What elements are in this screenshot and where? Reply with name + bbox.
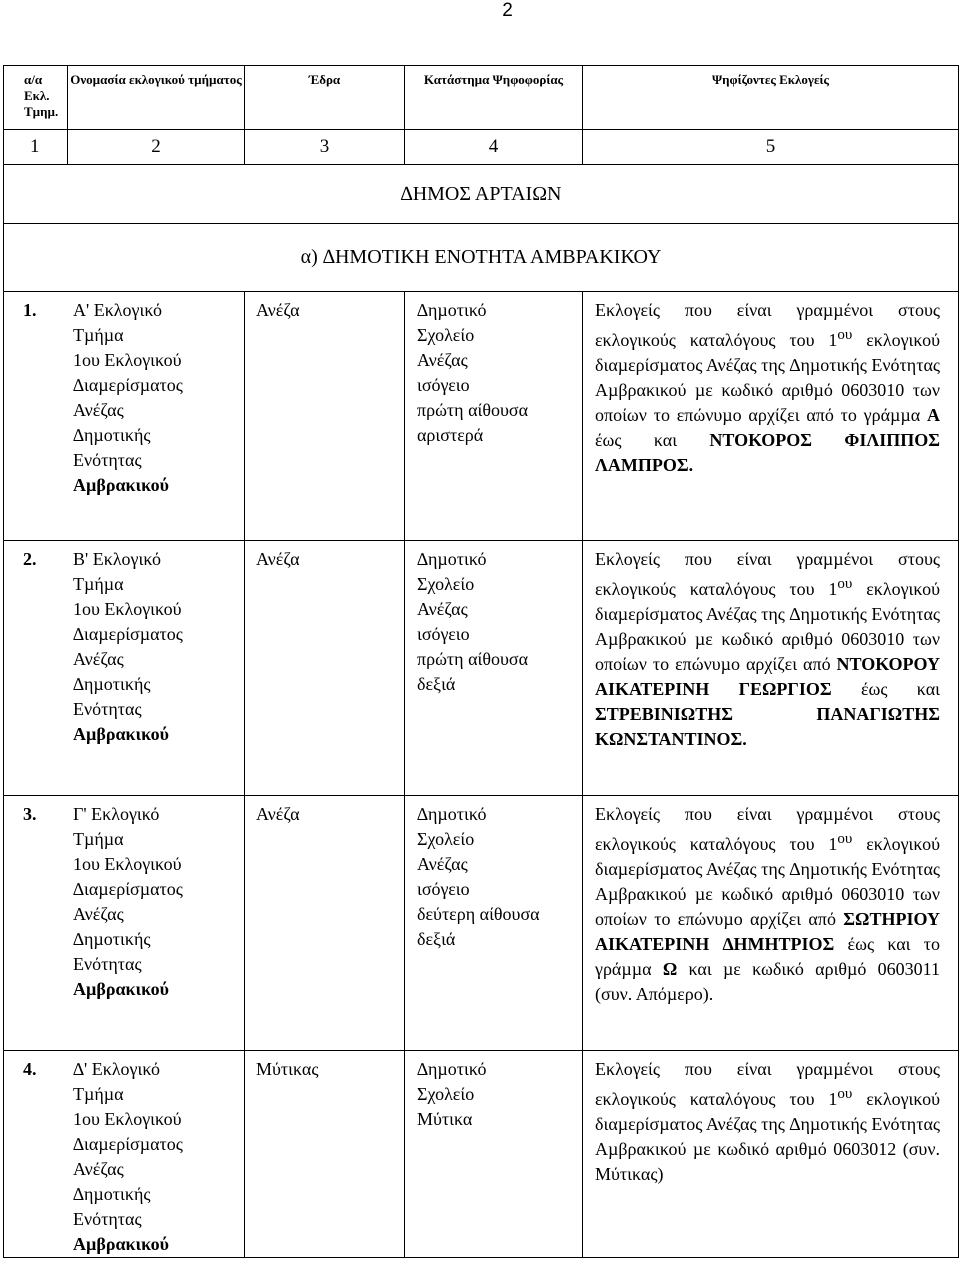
municipality-title: ∆ΗΜΟΣ ΑΡΤΑΙΩΝ (4, 165, 959, 224)
column-number: 1 (4, 130, 68, 165)
section-number: 3. (23, 804, 37, 824)
column-number: 3 (245, 130, 405, 165)
voters-text: Εκλογείς που είναι γραµµένοι στους εκλογικούς καταλόγους του 1 (595, 804, 940, 854)
voters-text: Εκλογείς που είναι γραµµένοι στους εκλογικούς καταλόγους του 1 (595, 549, 940, 599)
voters-cell (583, 796, 959, 1051)
section-number: 2. (23, 549, 37, 569)
section-name: Γ' Εκλογικό Τµήµα 1ου Εκλογικού ∆ιαµερίσµατος Ανέζας ∆ηµοτικής Ενότητας (73, 804, 183, 974)
table-header (4, 66, 959, 130)
section-name-bold: Αµβρακικού (73, 724, 169, 744)
voters-superscript: ου (837, 327, 853, 343)
header-voting-venue: Κατάστηµα Ψηφοφορίας (405, 66, 583, 130)
page-number: 2 (502, 0, 513, 21)
section-name-cell (4, 1051, 245, 1258)
voters-superscript: ου (837, 576, 853, 592)
seat: Ανέζα (256, 300, 300, 320)
venue-cell (405, 541, 583, 796)
municipality-row (4, 165, 959, 224)
section-name-bold: Αµβρακικού (73, 475, 169, 495)
voters-text: έως και (595, 430, 710, 450)
header-section-name: Ονοµασία εκλογικού τµήµατος (68, 66, 245, 130)
seat: Ανέζα (256, 549, 300, 569)
venue-cell (405, 292, 583, 541)
section-name: Α' Εκλογικό Τµήµα 1ου Εκλογικού ∆ιαµερίσµατος Ανέζας ∆ηµοτικής Ενότητας (73, 300, 183, 470)
polling-stations-table (3, 65, 959, 1258)
voting-venue: ∆ηµοτικό Σχολείο Ανέζας ισόγειο πρώτη αίθουσα δεξιά (417, 549, 529, 694)
seat-cell (245, 292, 405, 541)
voters-superscript: ου (837, 1086, 853, 1102)
voters-text: εκλογικού διαµερίσµατος Ανέζας της ∆ηµοτικής Ενότητας Αµβρακικού µε κωδικό αριθµό 0603010 των οποίων το επώνυµο αρχίζει από (595, 579, 940, 674)
voters-bold: ΝΤΟΚΟΡΟΥ ΑΙΚΑΤΕΡΙΝΗ ΓΕΩΡΓΙΟΣ (595, 654, 940, 699)
unit-row (4, 224, 959, 292)
venue-cell (405, 1051, 583, 1258)
voters-description (583, 541, 958, 758)
voters-description (583, 292, 958, 484)
seat: Μύτικας (256, 1059, 319, 1079)
voters-description (583, 796, 958, 1013)
voting-venue: ∆ηµοτικό Σχολείο Ανέζας ισόγειο δεύτερη αίθουσα δεξιά (417, 804, 540, 949)
voters-text: έως και το γράµµα (595, 934, 940, 979)
voters-text: εκλογικού διαµερίσµατος Ανέζας της ∆ηµοτικής Ενότητας Αµβρακικού µε κωδικό αριθµό 0603010 των οποίων το επώνυµο αρχίζει από το γράµµα (595, 330, 940, 425)
header-voters: Ψηφίζοντες Εκλογείς (583, 66, 959, 130)
voters-bold: Α (927, 405, 940, 425)
section-number: 4. (23, 1059, 37, 1079)
section-name-bold: Αµβρακικού (73, 979, 169, 999)
voters-cell (583, 541, 959, 796)
voters-text: και µε κωδικό αριθµό 0603011 (συν. Απόµερο). (595, 959, 940, 1004)
voting-venue: ∆ηµοτικό Σχολείο Ανέζας ισόγειο πρώτη αίθουσα αριστερά (417, 300, 529, 445)
column-number: 2 (68, 130, 245, 165)
voters-cell (583, 292, 959, 541)
table-row (4, 1051, 959, 1258)
section-name-cell (4, 541, 245, 796)
voting-venue: ∆ηµοτικό Σχολείο Μύτικα (417, 1059, 487, 1129)
column-numbers-row (4, 130, 959, 165)
voters-description (583, 1051, 958, 1193)
header-aa: α/α Εκλ. Τµηµ. (4, 66, 68, 130)
seat-cell (245, 1051, 405, 1258)
voters-text: εκλογικού διαµερίσµατος Ανέζας της ∆ηµοτικής Ενότητας Αµβρακικού µε κωδικό αριθµό 0603010 των οποίων το επώνυµο αρχίζει από (595, 834, 940, 929)
seat-cell (245, 796, 405, 1051)
unit-title: α) ∆ΗΜΟΤΙΚΗ ΕΝΟΤΗΤΑ ΑΜΒΡΑΚΙΚΟΥ (4, 224, 959, 292)
voters-text: εκλογικού διαµερίσµατος Ανέζας της ∆ηµοτικής Ενότητας Αµβρακικού µε κωδικό αριθµό 0603012 (συν. Μύτικας) (595, 1089, 940, 1184)
voters-bold: Ω (662, 959, 678, 979)
section-name: Β' Εκλογικό Τµήµα 1ου Εκλογικού ∆ιαµερίσµατος Ανέζας ∆ηµοτικής Ενότητας (73, 549, 183, 719)
voters-text: Εκλογείς που είναι γραµµένοι στους εκλογικούς καταλόγους του 1 (595, 300, 940, 350)
table-row (4, 292, 959, 541)
column-number: 5 (583, 130, 959, 165)
voters-cell (583, 1051, 959, 1258)
section-name-bold: Αµβρακικού (73, 1234, 169, 1254)
section-number: 1. (23, 300, 37, 320)
voters-bold: ΣΩΤΗΡΙΟΥ ΑΙΚΑΤΕΡΙΝΗ ∆ΗΜΗΤΡΙΟΣ (595, 909, 940, 954)
section-name-cell (4, 292, 245, 541)
seat: Ανέζα (256, 804, 300, 824)
column-number: 4 (405, 130, 583, 165)
voters-text: Εκλογείς που είναι γραµµένοι στους εκλογικούς καταλόγους του 1 (595, 1059, 940, 1109)
header-seat: Έδρα (245, 66, 405, 130)
voters-bold: ΝΤΟΚΟΡΟΣ ΦΙΛΙΠΠΟΣ ΛΑΜΠΡΟΣ. (595, 430, 940, 475)
voters-bold: ΣΤΡΕΒΙΝΙΩΤΗΣ ΠΑΝΑΓΙΩΤΗΣ ΚΩΝΣΤΑΝΤΙΝΟΣ. (595, 704, 940, 749)
voters-text: έως και (831, 679, 940, 699)
section-name-cell (4, 796, 245, 1051)
table-row (4, 796, 959, 1051)
voters-superscript: ου (837, 831, 853, 847)
seat-cell (245, 541, 405, 796)
venue-cell (405, 796, 583, 1051)
section-name: ∆' Εκλογικό Τµήµα 1ου Εκλογικού ∆ιαµερίσµατος Ανέζας ∆ηµοτικής Ενότητας (73, 1059, 183, 1229)
table-row (4, 541, 959, 796)
